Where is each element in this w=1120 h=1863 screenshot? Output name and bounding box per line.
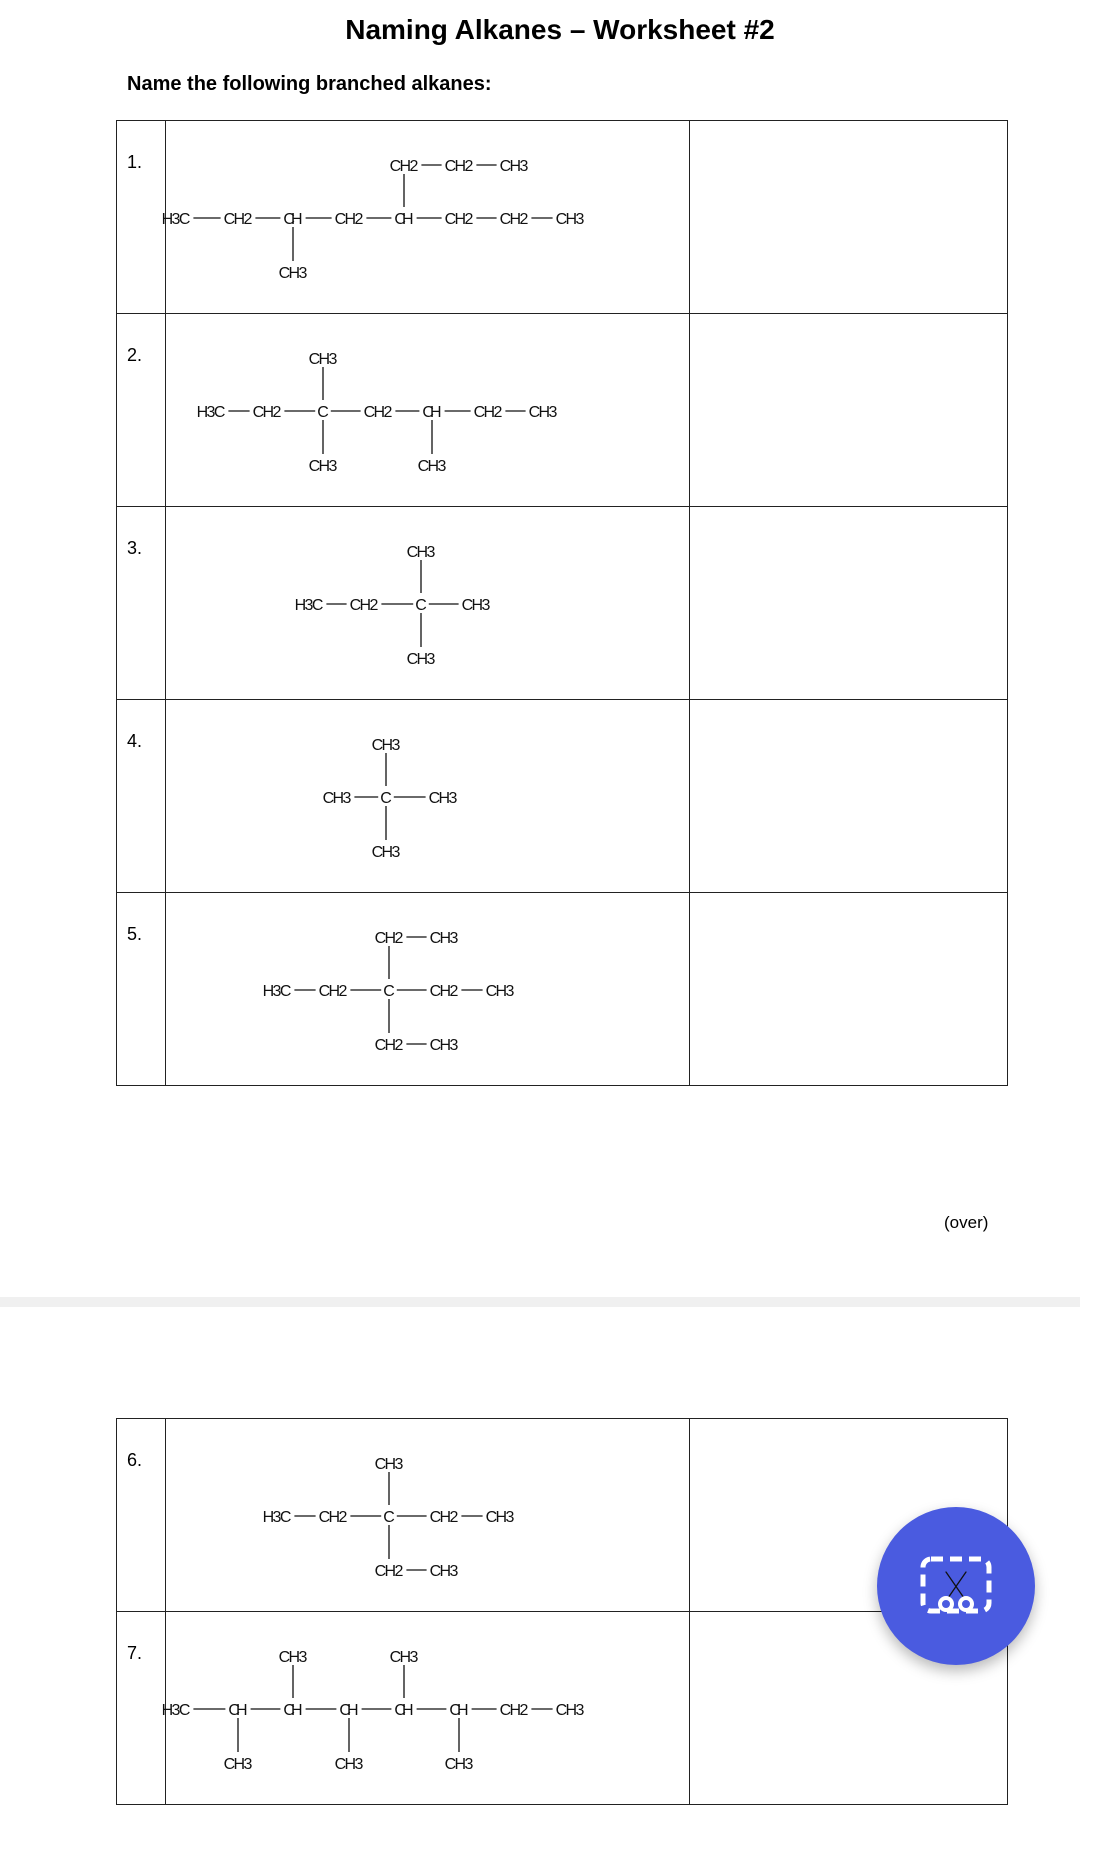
problem-number: 7. <box>127 1643 143 1663</box>
problem-number: 2. <box>127 345 143 365</box>
atom-label: CH <box>283 211 303 228</box>
atom-label: CH3 <box>278 1649 308 1666</box>
problems-table-page-1 <box>116 120 1008 1086</box>
atom-label: CH <box>394 1702 414 1719</box>
structure-cell <box>166 314 690 507</box>
atom-label: CH2 <box>252 404 282 421</box>
structural-formula <box>166 893 689 1085</box>
structure-cell <box>166 893 690 1086</box>
atom-label: C <box>380 790 392 807</box>
atom-label: CH2 <box>499 211 529 228</box>
atom-label: CH3 <box>322 790 352 807</box>
atom-label: CH3 <box>555 211 585 228</box>
atom-label: CH2 <box>429 1509 459 1526</box>
screenshot-crop-scissors-icon <box>916 1546 996 1626</box>
atom-label: CH2 <box>223 211 253 228</box>
atom-label: CH2 <box>444 211 474 228</box>
page-separator <box>0 1297 1080 1307</box>
problem-row <box>117 1612 1008 1805</box>
atom-label: CH2 <box>374 1037 404 1054</box>
atom-label: CH2 <box>429 983 459 1000</box>
structural-formula <box>166 1419 689 1611</box>
atom-label: CH2 <box>499 1702 529 1719</box>
problem-row <box>117 1419 1008 1612</box>
atom-label: CH2 <box>444 158 474 175</box>
atom-label: C <box>383 1509 395 1526</box>
atom-label: CH3 <box>428 790 458 807</box>
atom-label: CH3 <box>389 1649 419 1666</box>
atom-label: CH3 <box>555 1702 585 1719</box>
atom-label: CH3 <box>429 1037 459 1054</box>
structure-cell <box>161 1612 690 1805</box>
atom-label: H3C <box>196 404 226 421</box>
problem-number: 1. <box>127 152 143 172</box>
atom-label: CH2 <box>374 930 404 947</box>
structural-formula <box>161 121 689 313</box>
structural-formula <box>166 700 689 892</box>
problem-number-cell <box>117 700 166 893</box>
atom-label: CH3 <box>429 1563 459 1580</box>
atom-label: CH2 <box>318 1509 348 1526</box>
problem-number: 4. <box>127 731 143 751</box>
atom-label: CH3 <box>406 651 436 668</box>
structural-formula <box>161 1612 689 1804</box>
atom-label: H3C <box>161 1702 191 1719</box>
problem-number-cell <box>117 121 166 314</box>
atom-label: CH2 <box>363 404 393 421</box>
answer-cell[interactable] <box>690 121 1008 314</box>
atom-label: CH3 <box>406 544 436 561</box>
atom-label: H3C <box>294 597 324 614</box>
atom-label: CH2 <box>334 211 364 228</box>
atom-label: CH3 <box>461 597 491 614</box>
structure-cell <box>166 700 690 893</box>
problem-number-cell <box>117 507 166 700</box>
problem-row <box>117 700 1008 893</box>
atom-label: CH3 <box>485 983 515 1000</box>
atom-label: CH2 <box>389 158 419 175</box>
structure-cell <box>161 121 690 314</box>
atom-label: C <box>383 983 395 1000</box>
worksheet-title: Naming Alkanes – Worksheet #2 <box>345 14 775 45</box>
over-note: (over) <box>944 1213 989 1232</box>
atom-label: C <box>317 404 329 421</box>
atom-label: CH <box>283 1702 303 1719</box>
problem-number-cell <box>117 314 166 507</box>
problem-number-cell <box>117 1612 166 1805</box>
problem-number: 3. <box>127 538 143 558</box>
atom-label: CH3 <box>278 265 308 282</box>
atom-label: CH3 <box>371 844 401 861</box>
atom-label: CH3 <box>417 458 447 475</box>
atom-label: CH3 <box>371 737 401 754</box>
screenshot-button[interactable] <box>877 1507 1035 1665</box>
atom-label: CH3 <box>528 404 558 421</box>
atom-label: CH3 <box>444 1756 474 1773</box>
atom-label: CH <box>339 1702 359 1719</box>
problem-row <box>117 121 1008 314</box>
atom-label: CH3 <box>374 1456 404 1473</box>
structure-cell <box>166 507 690 700</box>
atom-label: CH2 <box>473 404 503 421</box>
atom-label: CH3 <box>334 1756 364 1773</box>
atom-label: CH3 <box>499 158 529 175</box>
atom-label: CH <box>422 404 442 421</box>
answer-cell[interactable] <box>690 700 1008 893</box>
structural-formula <box>166 314 689 506</box>
problem-number: 5. <box>127 924 143 944</box>
atom-label: CH2 <box>318 983 348 1000</box>
atom-label: H3C <box>262 1509 292 1526</box>
problem-number-cell <box>117 893 166 1086</box>
problem-row <box>117 314 1008 507</box>
atom-label: CH3 <box>223 1756 253 1773</box>
atom-label: CH3 <box>308 351 338 368</box>
atom-label: C <box>415 597 427 614</box>
atom-label: CH2 <box>349 597 379 614</box>
problem-number: 6. <box>127 1450 143 1470</box>
atom-label: CH3 <box>485 1509 515 1526</box>
problem-row <box>117 893 1008 1086</box>
problem-number-cell <box>117 1419 166 1612</box>
atom-label: CH <box>449 1702 469 1719</box>
problem-row <box>117 507 1008 700</box>
atom-label: CH3 <box>308 458 338 475</box>
answer-cell[interactable] <box>690 314 1008 507</box>
atom-label: CH3 <box>429 930 459 947</box>
answer-cell[interactable] <box>690 507 1008 700</box>
problems-table-page-2 <box>116 1418 1008 1805</box>
structure-cell <box>166 1419 690 1612</box>
atom-label: CH2 <box>374 1563 404 1580</box>
atom-label: CH <box>228 1702 248 1719</box>
atom-label: H3C <box>161 211 191 228</box>
worksheet-instruction: Name the following branched alkanes: <box>127 73 492 95</box>
answer-cell[interactable] <box>690 893 1008 1086</box>
atom-label: CH <box>394 211 414 228</box>
atom-label: H3C <box>262 983 292 1000</box>
structural-formula <box>166 507 689 699</box>
